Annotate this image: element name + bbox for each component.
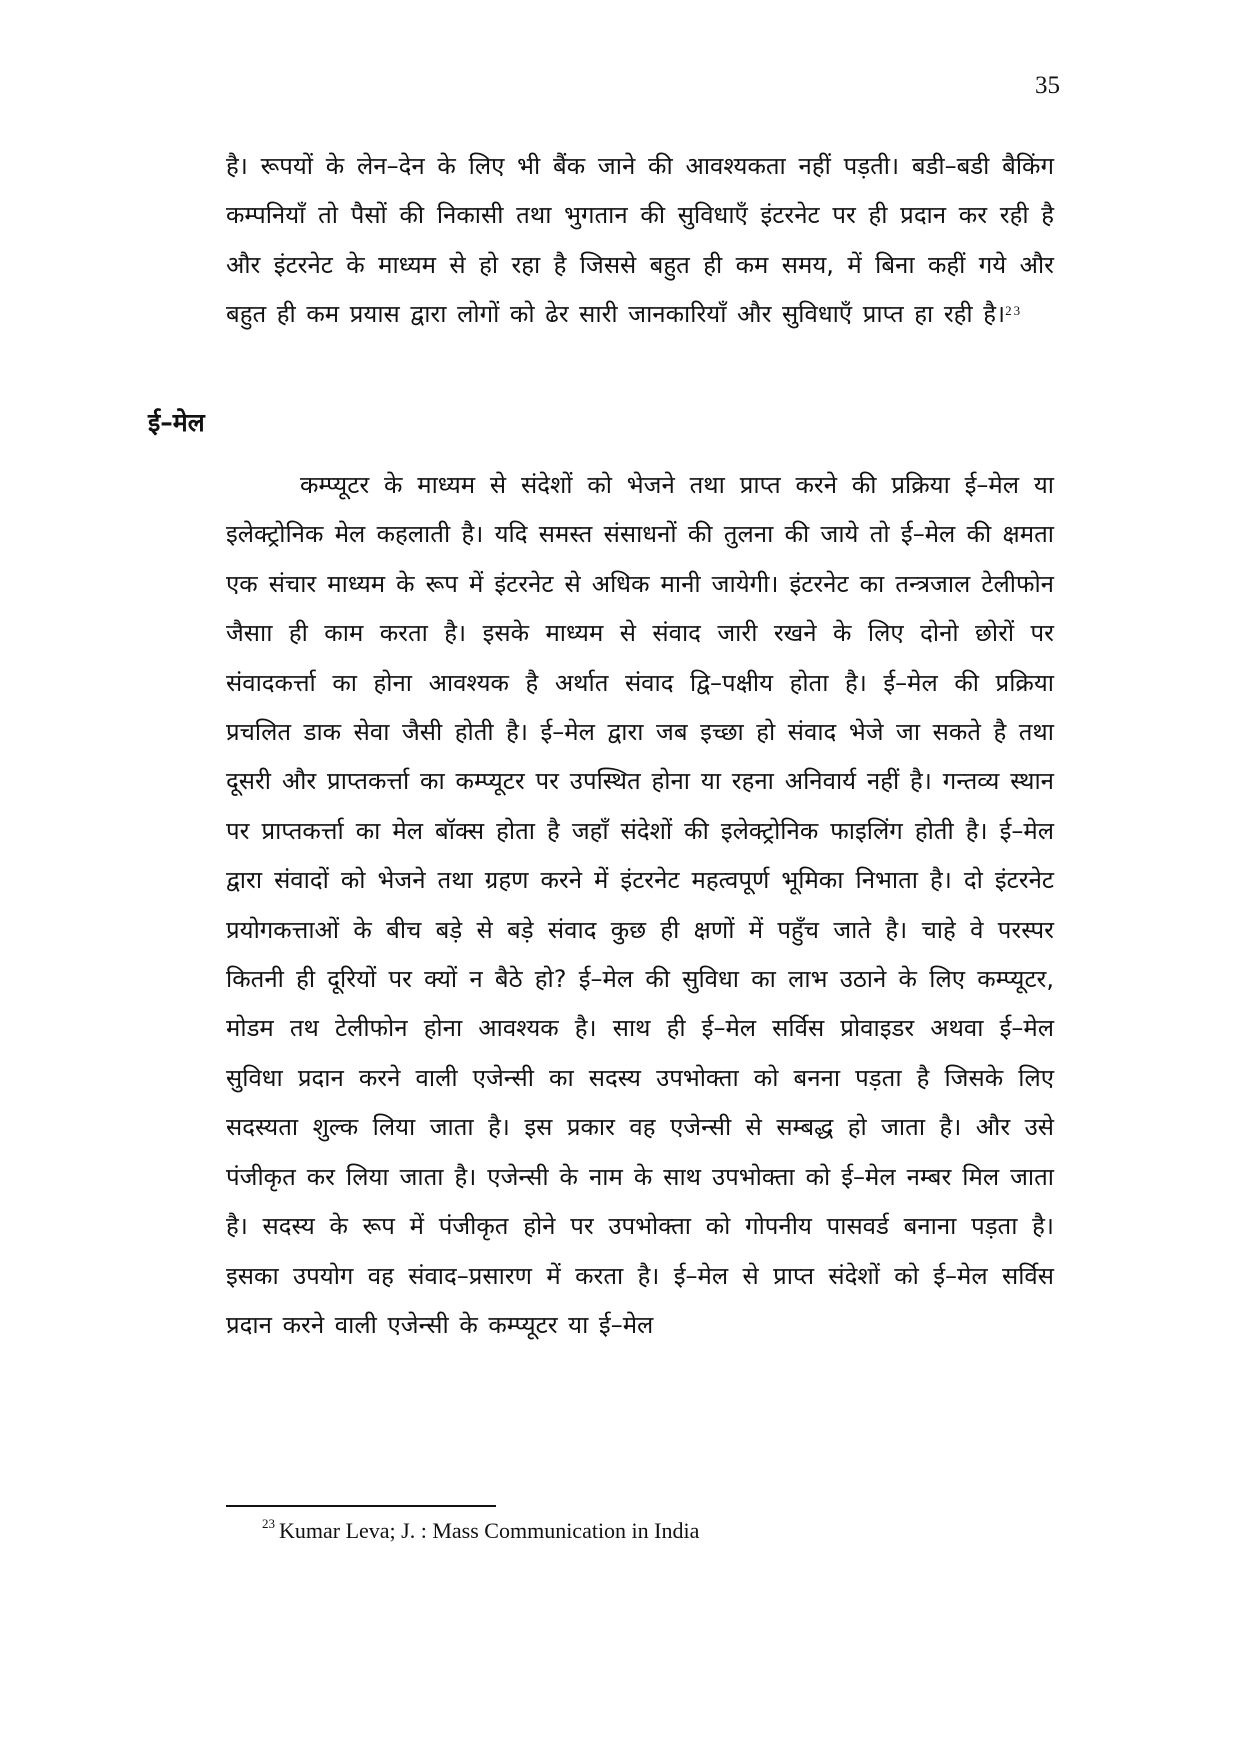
footnote-number: 23: [262, 1516, 275, 1531]
page-number: 35: [1035, 72, 1060, 99]
footnote: [262, 1518, 699, 1544]
continuation-paragraph-text: है। रूपयों के लेन–देन के लिए भी बैंक जाने की आवश्यकता नहीं पड़ती। बडी–बडी बैकिंग कम्पनियाँ तो पैसों की निकासी तथा भुगतान की सुविधाएँ इंटरनेट पर ही प्रदान कर रही है और इंटरनेट के माध्यम से हो रहा है जिससे बहुत ही कम समय, में बिना कहीं गये और बहुत ही कम प्रयास द्वारा लोगों को ढेर सारी जानकारियाँ और सुविधाएँ प्राप्त हा रही है।: [226, 152, 1054, 329]
footnote-divider: [226, 1505, 496, 1507]
footnote-text: Kumar Leva; J. : Mass Communication in India: [279, 1518, 700, 1543]
section-paragraph: कम्प्यूटर के माध्यम से संदेशों को भेजने तथा प्राप्त करने की प्रक्रिया ई–मेल या इलेक्ट्रोनिक मेल कहलाती है। यदि समस्त संसाधनों की तुलना की जाये तो ई–मेल की क्षमता एक संचार माध्यम के रूप में इंटरनेट से अधिक मानी जायेगी। इंटरनेट का तन्त्रजाल टेलीफोन जैसाा ही काम करता है। इसके माध्यम से संवाद जारी रखने के लिए दोनो छोरों पर संवादकर्त्ता का होना आवश्यक है अर्थात संवाद द्वि–पक्षीय होता है। ई–मेल की प्रक्रिया प्रचलित डाक सेवा जैसी होती है। ई–मेल द्वारा जब इच्छा हो संवाद भेजे जा सकते है तथा दूसरी और प्राप्तकर्त्ता का कम्प्यूटर पर उपस्थित होना या रहना अनिवार्य नहीं है। गन्तव्य स्थान पर प्राप्तकर्त्ता का मेल बॉक्स होता है जहाँ संदेशों की इलेक्ट्रोनिक फाइलिंग होती है। ई–मेल द्वारा संवादों को भेजने तथा ग्रहण करने में इंटरनेट महत्वपूर्ण भूमिका निभाता है। दो इंटरनेट प्रयोगकत्ताओं के बीच बड़े से बड़े संवाद कुछ ही क्षणों में पहुँच जाते है। चाहे वे परस्पर कितनी ही दूरियों पर क्यों न बैठे हो? ई–मेल की सुविधा का लाभ उठाने के लिए कम्प्यूटर, मोडम तथ टेलीफोन होना आवश्यक है। साथ ही ई–मेल सर्विस प्रोवाइडर अथवा ई–मेल सुविधा प्रदान करने वाली एजेन्सी का सदस्य उपभोक्ता को बनना पड़ता है जिसके लिए सदस्यता शुल्क लिया जाता है। इस प्रकार वह एजेन्सी से सम्बद्ध हो जाता है। और उसे पंजीकृत कर लिया जाता है। एजेन्सी के नाम के साथ उपभोक्ता को ई–मेल नम्बर मिल जाता है। सदस्य के रूप में पंजीकृत होने पर उपभोक्ता को गोपनीय पासवर्ड बनाना पड़ता है। इसका उपयोग वह संवाद–प्रसारण में करता है। ई–मेल से प्राप्त संदेशों को ई–मेल सर्विस प्रदान करने वाली एजेन्सी के कम्प्यूटर या ई–मेल: [226, 471, 1054, 1339]
footnote-reference[interactable]: 23: [1005, 303, 1023, 319]
continuation-paragraph: [226, 142, 1054, 340]
section-heading: ई–मेल: [148, 408, 205, 437]
